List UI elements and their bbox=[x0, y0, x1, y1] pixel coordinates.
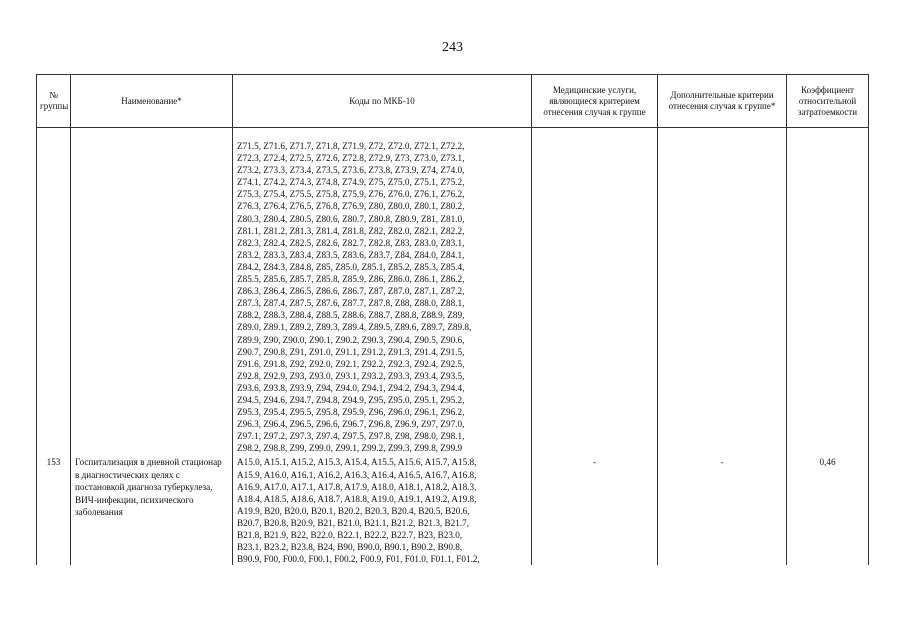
coefficient-cell: 0,46 bbox=[787, 454, 869, 565]
spacer-row bbox=[37, 128, 869, 141]
header-extra-criteria: Дополнительные критерии отнесения случая к группе* bbox=[658, 75, 787, 128]
header-coefficient: Коэффициент относительной затратоемкости bbox=[787, 75, 869, 128]
header-icd-codes: Коды по МКБ-10 bbox=[233, 75, 532, 128]
tariff-table bbox=[36, 74, 869, 565]
table-row-153 bbox=[37, 454, 869, 565]
page-number: 243 bbox=[442, 40, 463, 55]
icd-codes-cell: Z71.5, Z71.6, Z71.7, Z71.8, Z71.9, Z72, Z72.0, Z72.1, Z72.2, Z72.3, Z72.4, Z72.5, Z72.6, Z72.8, Z72.9, Z73, Z73.0, Z73.1, Z73.2, Z73.3, Z73.4, Z73.5, Z73.6, Z73.8, Z73.9, Z74, Z74.0, Z74.1, Z74.2, Z74.3, Z74.8, Z74.9, Z75, Z75.0, Z75.1, Z75.2, Z75.3, Z75.4, Z75.5, Z75.8, Z75.9, Z76, Z76.0, Z76.1, Z76.2, Z76.3, Z76.4, Z76.5, Z76.8, Z76.9, Z80, Z80.0, Z80.1, Z80.2, Z80.3, Z80.4, Z80.5, Z80.6, Z80.7, Z80.8, Z80.9, Z81, Z81.0, Z81.1, Z81.2, Z81.3, Z81.4, Z81.8, Z82, Z82.0, Z82.1, Z82.2, Z82.3, Z82.4, Z82.5, Z82.6, Z82.7, Z82.8, Z83, Z83.0, Z83.1, Z83.2, Z83.3, Z83.4, Z83.5, Z83.6, Z83.7, Z84, Z84.0, Z84.1, Z84.2, Z84.3, Z84.8, Z85, Z85.0, Z85.1, Z85.2, Z85.3, Z85.4, Z85.5, Z85.6, Z85.7, Z85.8, Z85.9, Z86, Z86.0, Z86.1, Z86.2, Z86.3, Z86.4, Z86.5, Z86.6, Z86.7, Z87, Z87.0, Z87.1, Z87.2, Z87.3, Z87.4, Z87.5, Z87.6, Z87.7, Z87.8, Z88, Z88.0, Z88.1, Z88.2, Z88.3, Z88.4, Z88.5, Z88.6, Z88.7, Z88.8, Z88.9, Z89, Z89.0, Z89.1, Z89.2, Z89.3, Z89.4, Z89.5, Z89.6, Z89.7, Z89.8, Z89.9, Z90, Z90.0, Z90.1, Z90.2, Z90.3, Z90.4, Z90.5, Z90.6, Z90.7, Z90.8, Z91, Z91.0, Z91.1, Z91.2, Z91.3, Z91.4, Z91.5, Z91.6, Z91.8, Z92, Z92.0, Z92.1, Z92.2, Z92.3, Z92.4, Z92.5, Z92.8, Z92.9, Z93, Z93.0, Z93.1, Z93.2, Z93.3, Z93.4, Z93.5, Z93.6, Z93.8, Z93.9, Z94, Z94.0, Z94.1, Z94.2, Z94.3, Z94.4, Z94.5, Z94.6, Z94.7, Z94.8, Z94.9, Z95, Z95.0, Z95.1, Z95.2, Z95.3, Z95.4, Z95.5, Z95.8, Z95.9, Z96, Z96.0, Z96.1, Z96.2, Z96.3, Z96.4, Z96.5, Z96.6, Z96.7, Z96.8, Z96.9, Z97, Z97.0, Z97.1, Z97.2, Z97.3, Z97.4, Z97.5, Z97.8, Z98, Z98.0, Z98.1, Z98.2, Z98.8, Z99, Z99.0, Z99.1, Z99.2, Z99.3, Z99.8, Z99.9 bbox=[233, 140, 532, 454]
extra-criteria-cell: - bbox=[658, 454, 787, 565]
header-group-no: № группы bbox=[37, 75, 71, 128]
header-services: Медицинские услуги, являющиеся критерием отнесения случая к группе bbox=[532, 75, 658, 128]
table-row-continuation bbox=[37, 140, 869, 454]
tariff-table-wrap bbox=[36, 74, 868, 565]
services-cell: - bbox=[532, 454, 658, 565]
header-name: Наименование* bbox=[71, 75, 233, 128]
icd-codes-cell: A15.0, A15.1, A15.2, A15.3, A15.4, A15.5, A15.6, A15.7, A15.8, A15.9, A16.0, A16.1, A16.2, A16.3, A16.4, A16.5, A16.7, A16.8, A16.9, A17.0, A17.1, A17.8, A17.9, A18.0, A18.1, A18.2, A18.3, A18.4, A18.5, A18.6, A18.7, A18.8, A19.0, A19.1, A19.2, A19.8, A19.9, B20, B20.0, B20.1, B20.2, B20.3, B20.4, B20.5, B20.6, B20.7, B20.8, B20.9, B21, B21.0, B21.1, B21.2, B21.3, B21.7, B21.8, B21.9, B22, B22.0, B22.1, B22.2, B22.7, B23, B23.0, B23.1, B23.2, B23.8, B24, B90, B90.0, B90.1, B90.2, B90.8, B90.9, F00, F00.0, F00.1, F00.2, F00.9, F01, F01.0, F01.1, F01.2, bbox=[233, 454, 532, 565]
group-number-cell: 153 bbox=[37, 454, 71, 565]
group-name-cell: Госпитализация в дневной стационар в диагностических целях с постановкой диагноза туберкулеза, ВИЧ-инфекции, психического заболевания bbox=[71, 454, 233, 565]
header-row bbox=[37, 75, 869, 128]
